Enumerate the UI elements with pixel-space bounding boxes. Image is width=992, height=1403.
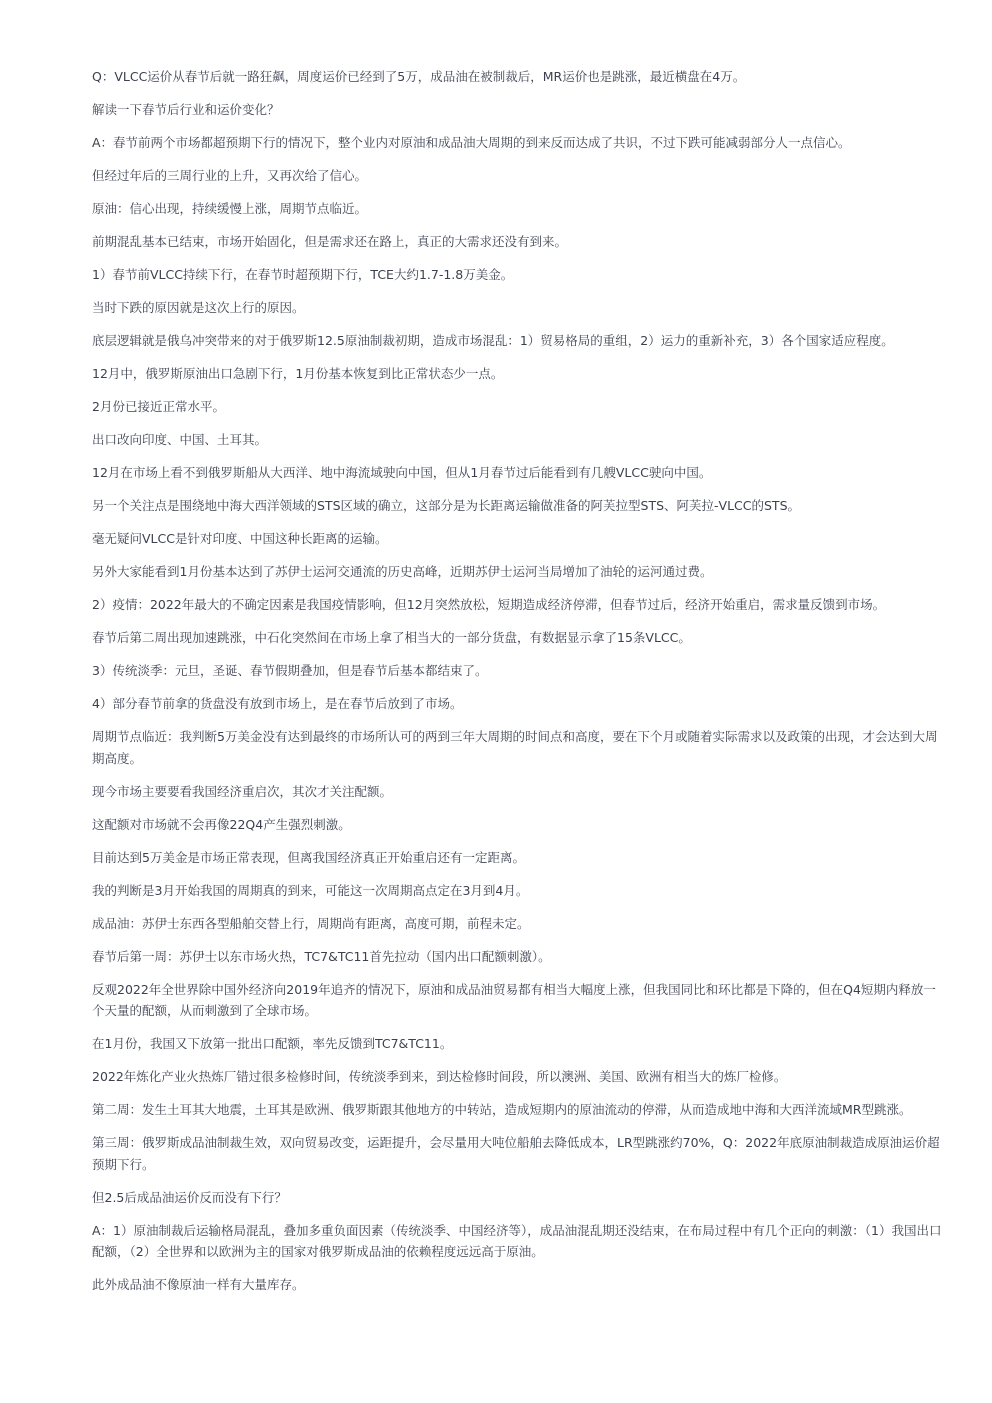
paragraph: 原油：信心出现，持续缓慢上涨，周期节点临近。 [92, 201, 368, 216]
paragraph: 3）传统淡季：元旦，圣诞、春节假期叠加，但是春节后基本都结束了。 [92, 663, 488, 678]
paragraph: 1）春节前VLCC持续下行，在春节时超预期下行，TCE大约1.7-1.8万美金。 [92, 267, 514, 282]
paragraph: 我的判断是3月开始我国的周期真的到来，可能这一次周期高点定在3月到4月。 [92, 882, 529, 898]
paragraph: 此外成品油不像原油一样有大量库存。 [92, 1277, 305, 1292]
paragraph: 出口改向印度、中国、土耳其。 [92, 432, 268, 447]
paragraph: 12月中，俄罗斯原油出口急剧下行，1月份基本恢复到比正常状态少一点。 [92, 366, 504, 381]
paragraph: 春节后第二周出现加速跳涨，中石化突然间在市场上拿了相当大的一部分货盘，有数据显示拿了15条VLCC。 [92, 630, 691, 645]
paragraph: 第三周：俄罗斯成品油制裁生效，双向贸易改变，运距提升，会尽量用大吨位船舶去降低成本，LR型跳涨约70%，Q：2022年底原油制裁造成原油运价超预期下行。 [92, 1135, 940, 1172]
paragraph: 这配额对市场就不会再像22Q4产生强烈刺激。 [92, 816, 351, 832]
paragraph: 春节后第一周：苏伊士以东市场火热，TC7&TC11首先拉动（国内出口配额刺激）。 [92, 948, 551, 964]
paragraph: 12月在市场上看不到俄罗斯船从大西洋、地中海流域驶向中国，但从1月春节过后能看到有几艘VLCC驶向中国。 [92, 465, 712, 480]
paragraph: 第二周：发生土耳其大地震，土耳其是欧洲、俄罗斯跟其他地方的中转站，造成短期内的原油流动的停滞，从而造成地中海和大西洋流域MR型跳涨。 [92, 1102, 912, 1117]
paragraph: A：1）原油制裁后运输格局混乱，叠加多重负面因素（传统淡季、中国经济等），成品油混乱期还没结束，在布局过程中有几个正向的刺激：（1）我国出口配额，（2）全世界和以欧洲为主的国家对俄罗斯成品油的依赖程度远远高于原油。 [92, 1222, 942, 1259]
paragraph: 毫无疑问VLCC是针对印度、中国这种长距离的运输。 [92, 531, 388, 546]
paragraph: 解读一下春节后行业和运价变化？ [92, 102, 280, 117]
paragraph: 2）疫情：2022年最大的不确定因素是我国疫情影响，但12月突然放松，短期造成经济停滞，但春节过后，经济开始重启，需求量反馈到市场。 [92, 597, 886, 612]
paragraph: 但经过年后的三周行业的上升，又再次给了信心。 [92, 168, 368, 183]
paragraph: 2022年炼化产业火热炼厂错过很多检修时间，传统淡季到来，到达检修时间段，所以澳洲、美国、欧洲有相当大的炼厂检修。 [92, 1069, 787, 1084]
document-body [92, 66, 944, 1307]
paragraph: 另一个关注点是围绕地中海大西洋领域的STS区域的确立，这部分是为长距离运输做准备的阿芙拉型STS、阿芙拉-VLCC的STS。 [92, 498, 800, 513]
paragraph: 成品油：苏伊士东西各型船舶交替上行，周期尚有距离，高度可期，前程未定。 [92, 915, 530, 931]
paragraph: Q：VLCC运价从春节后就一路狂飙，周度运价已经到了5万，成品油在被制裁后，MR运价也是跳涨，最近横盘在4万。 [92, 69, 746, 84]
paragraph: 底层逻辑就是俄乌冲突带来的对于俄罗斯12.5原油制裁初期，造成市场混乱：1）贸易格局的重组，2）运力的重新补充，3）各个国家适应程度。 [92, 333, 894, 348]
paragraph: A：春节前两个市场都超预期下行的情况下，整个业内对原油和成品油大周期的到来反而达成了共识，不过下跌可能减弱部分人一点信心。 [92, 135, 851, 150]
paragraph: 2月份已接近正常水平。 [92, 399, 225, 414]
paragraph: 反观2022年全世界除中国外经济向2019年追齐的情况下，原油和成品油贸易都有相当大幅度上涨，但我国同比和环比都是下降的，但在Q4短期内释放一个天量的配额，从而刺激到了全球市场。 [92, 981, 936, 1018]
paragraph: 前期混乱基本已结束，市场开始固化，但是需求还在路上，真正的大需求还没有到来。 [92, 234, 568, 249]
paragraph: 在1月份，我国又下放第一批出口配额，率先反馈到TC7&TC11。 [92, 1036, 453, 1051]
paragraph: 目前达到5万美金是市场正常表现，但离我国经济真正开始重启还有一定距离。 [92, 849, 525, 865]
paragraph: 周期节点临近：我判断5万美金没有达到最终的市场所认可的两到三年大周期的时间点和高度，要在下个月或随着实际需求以及政策的出现，才会达到大周期高度。 [92, 729, 938, 766]
paragraph: 当时下跌的原因就是这次上行的原因。 [92, 300, 305, 315]
paragraph: 但2.5后成品油运价反而没有下行？ [92, 1189, 287, 1205]
paragraph: 另外大家能看到1月份基本达到了苏伊士运河交通流的历史高峰，近期苏伊士运河当局增加了油轮的运河通过费。 [92, 564, 713, 579]
paragraph: 现今市场主要要看我国经济重启次，其次才关注配额。 [92, 783, 393, 799]
paragraph: 4）部分春节前拿的货盘没有放到市场上，是在春节后放到了市场。 [92, 696, 463, 711]
